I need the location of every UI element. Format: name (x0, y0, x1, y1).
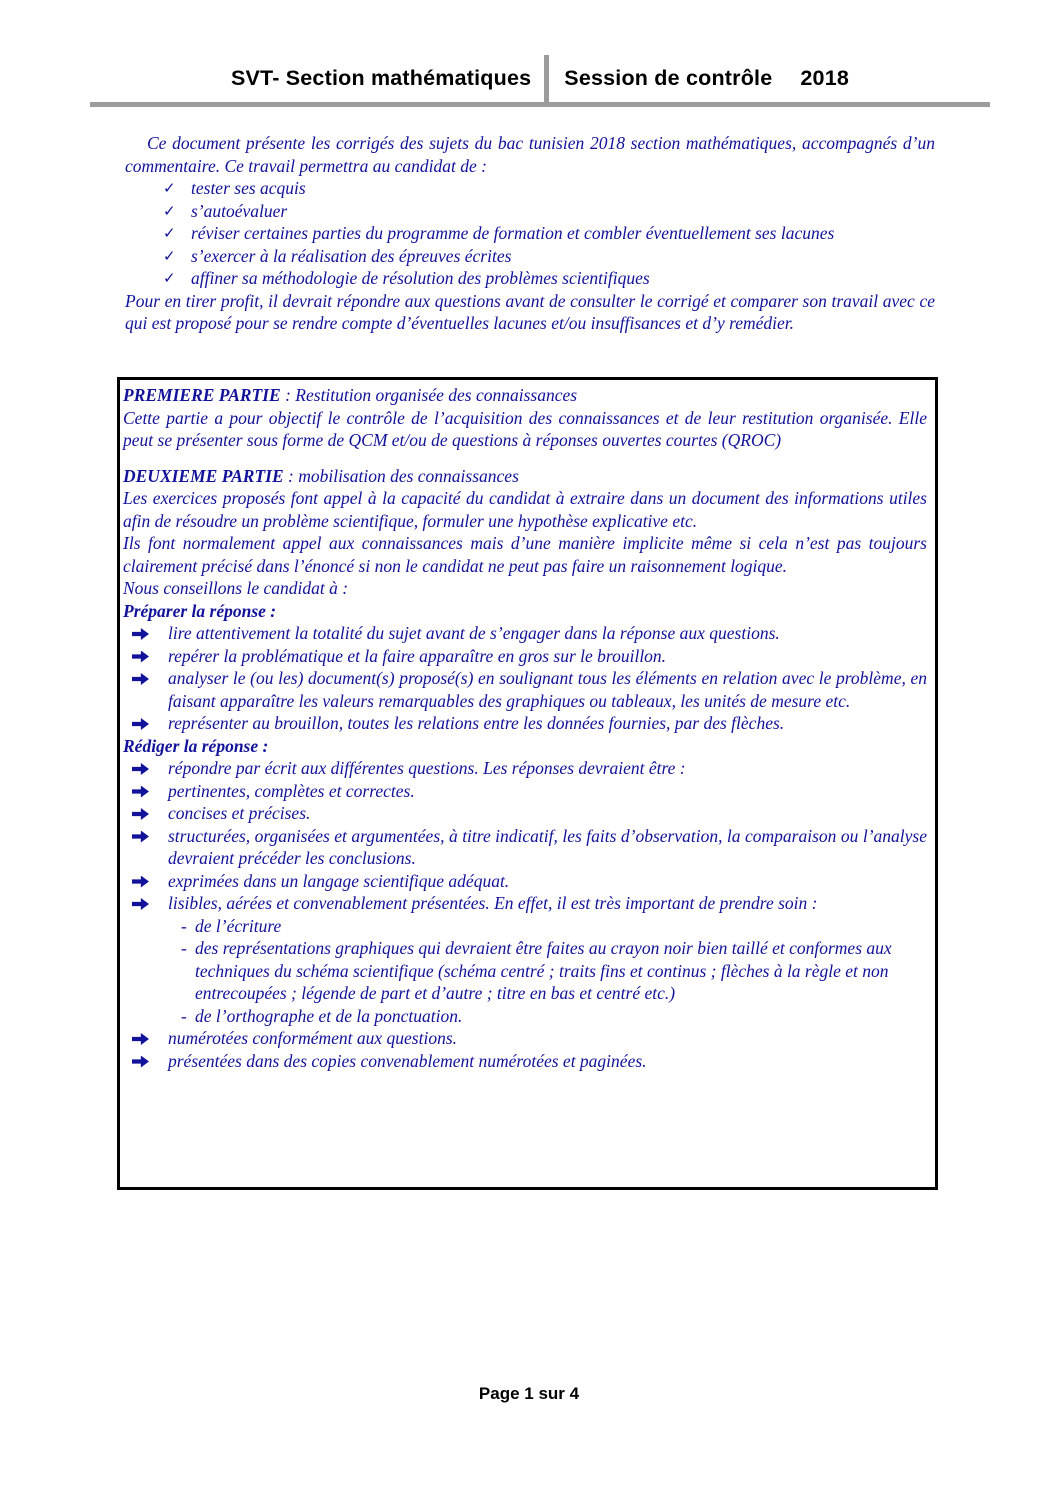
advice-item-label: repérer la problématique et la faire apparaître en gros sur le brouillon. (168, 645, 667, 666)
sub-list-item (123, 937, 927, 1005)
page-header (90, 55, 990, 107)
part1-body: Cette partie a pour objectif le contrôle de l’acquisition des connaissances et de leur restitution organisée. Elle peut se présenter sous forme de QCM et/ou de questions à réponses ouvertes courtes (QROC) (123, 407, 927, 450)
intro-paragraph-2: Pour en tirer profit, il devrait répondre aux questions avant de consulter le corrigé et comparer son travail avec ce qui est proposé pour se rendre compte d’éventuelles lacunes et/ou insuffisances et d’y remédier. (125, 290, 935, 333)
guidelines-box (117, 377, 938, 1190)
advice-item (123, 825, 927, 870)
arrow-bullet-icon (132, 898, 149, 910)
advice-item-label: concises et précises. (168, 803, 311, 823)
check-list-item (125, 177, 935, 200)
check-item-label: tester ses acquis (191, 178, 306, 198)
advice-intro: Nous conseillons le candidat à : (123, 578, 349, 598)
redact-heading: Rédiger la réponse : (123, 735, 269, 756)
advice-item-label: représenter au brouillon, toutes les relations entre les données fournies, par des flèches. (168, 713, 785, 733)
check-item-label: affiner sa méthodologie de résolution des problèmes scientifiques (191, 268, 650, 288)
intro-paragraph-1: Ce document présente les corrigés des sujets du bac tunisien 2018 section mathématiques, accompagnés d’un commentaire. Ce travail permettra au candidat de : (125, 133, 935, 176)
part2-title: DEUXIEME PARTIE (123, 465, 284, 486)
sub-item-label: de l’écriture (195, 915, 282, 936)
arrow-bullet-icon (132, 1056, 149, 1068)
part2-heading (123, 465, 927, 488)
check-icon: ✓ (163, 201, 176, 220)
sub-item-label: des représentations graphiques qui devraient être faites au crayon noir bien taillé et conformes aux techniques du schéma scientifique (schéma centré ; traits fins et continus ; flèches à la règle et non entrecoupées ; légende de part et d’autre ; titre en bas et centré etc.) (195, 938, 892, 1003)
check-item-label: réviser certaines parties du programme de formation et combler éventuellement ses lacunes (191, 223, 835, 243)
page-number: Page 1 sur 4 (478, 1384, 580, 1403)
dash-bullet: - (181, 938, 187, 958)
section-spacer (123, 452, 927, 465)
part2-body-1: Les exercices proposés font appel à la capacité du candidat à extraire dans un document des informations utiles afin de résoudre un problème scientifique, formuler une hypothèse explicative etc. (123, 488, 927, 531)
part1-title: PREMIERE PARTIE (123, 385, 281, 405)
advice-item-label: lire attentivement la totalité du sujet avant de s’engager dans la réponse aux questions. (168, 623, 780, 643)
check-list (125, 177, 935, 290)
part1-subtitle: : Restitution organisée des connaissances (280, 385, 578, 405)
page-footer (0, 1384, 1058, 1404)
advice-item-label: exprimées dans un langage scientifique adéquat. (168, 870, 510, 891)
check-list-item (125, 267, 935, 290)
check-icon: ✓ (163, 269, 176, 287)
dash-bullet: - (181, 1005, 187, 1026)
part1-heading (123, 384, 927, 407)
part2-subtitle: : mobilisation des connaissances (283, 465, 519, 486)
advice-item-label: lisibles, aérées et convenablement présentées. En effet, il est très important de prendre soin : (168, 893, 818, 913)
advice-item (123, 780, 927, 803)
advice-item-label: numérotées conformément aux questions. (168, 1028, 458, 1048)
arrow-bullet-icon (132, 673, 149, 685)
check-item-label: s’exercer à la réalisation des épreuves écrites (191, 245, 512, 266)
arrow-bullet-icon (132, 718, 149, 730)
check-item-label: s’autoévaluer (191, 200, 288, 221)
advice-item (123, 645, 927, 668)
arrow-bullet-icon (132, 831, 149, 843)
advice-item (123, 622, 927, 645)
arrow-bullet-icon (132, 1033, 149, 1045)
check-list-item (125, 222, 935, 245)
check-icon: ✓ (163, 179, 176, 197)
sub-item-label: de l’orthographe et de la ponctuation. (195, 1005, 463, 1026)
arrow-bullet-icon (132, 786, 149, 798)
check-icon: ✓ (163, 246, 176, 265)
advice-item (123, 667, 927, 712)
advice-item-label: analyser le (ou les) document(s) proposé(s) en soulignant tous les éléments en relation avec le problème, en faisant apparaître les valeurs remarquables des graphiques ou tableaux, les unités de mesure etc. (168, 668, 927, 711)
advice-item-label: présentées dans des copies convenablement numérotées et paginées. (168, 1050, 647, 1071)
check-icon: ✓ (163, 224, 176, 242)
part2-body-2: Ils font normalement appel aux connaissances mais d’une manière implicite même si cela n’est pas toujours clairement précisé dans l’énoncé si non le candidat ne peut pas faire un raisonnement logique. (123, 533, 927, 576)
advice-item (123, 892, 927, 915)
advice-item (123, 757, 927, 780)
header-title-row (90, 55, 990, 102)
arrow-bullet-icon (132, 651, 149, 663)
intro-section (125, 132, 935, 335)
arrow-bullet-icon (132, 628, 149, 640)
advice-item (123, 802, 927, 825)
header-section-title: SVT- Section mathématiques (230, 66, 532, 90)
advice-item (123, 1050, 927, 1073)
advice-item (123, 1027, 927, 1050)
advice-item-label: pertinentes, complètes et correctes. (168, 780, 415, 801)
advice-item-label: répondre par écrit aux différentes questions. Les réponses devraient être : (168, 758, 686, 778)
sub-list-item (123, 915, 927, 938)
sub-list-item (123, 1005, 927, 1028)
advice-item-label: structurées, organisées et argumentées, à titre indicatif, les faits d’observation, la comparaison ou l’analyse devraient précéder les conclusions. (168, 825, 927, 868)
dash-bullet: - (181, 915, 187, 936)
check-list-item (125, 245, 935, 268)
header-rule (90, 102, 990, 107)
advice-item (123, 870, 927, 893)
arrow-bullet-icon (132, 876, 149, 888)
header-year: 2018 (800, 66, 850, 90)
check-list-item (125, 200, 935, 223)
prepare-heading: Préparer la réponse : (123, 600, 277, 621)
header-session-title: Session de contrôle (564, 66, 773, 90)
arrow-bullet-icon (132, 808, 149, 820)
arrow-bullet-icon (132, 763, 149, 775)
advice-item (123, 712, 927, 735)
